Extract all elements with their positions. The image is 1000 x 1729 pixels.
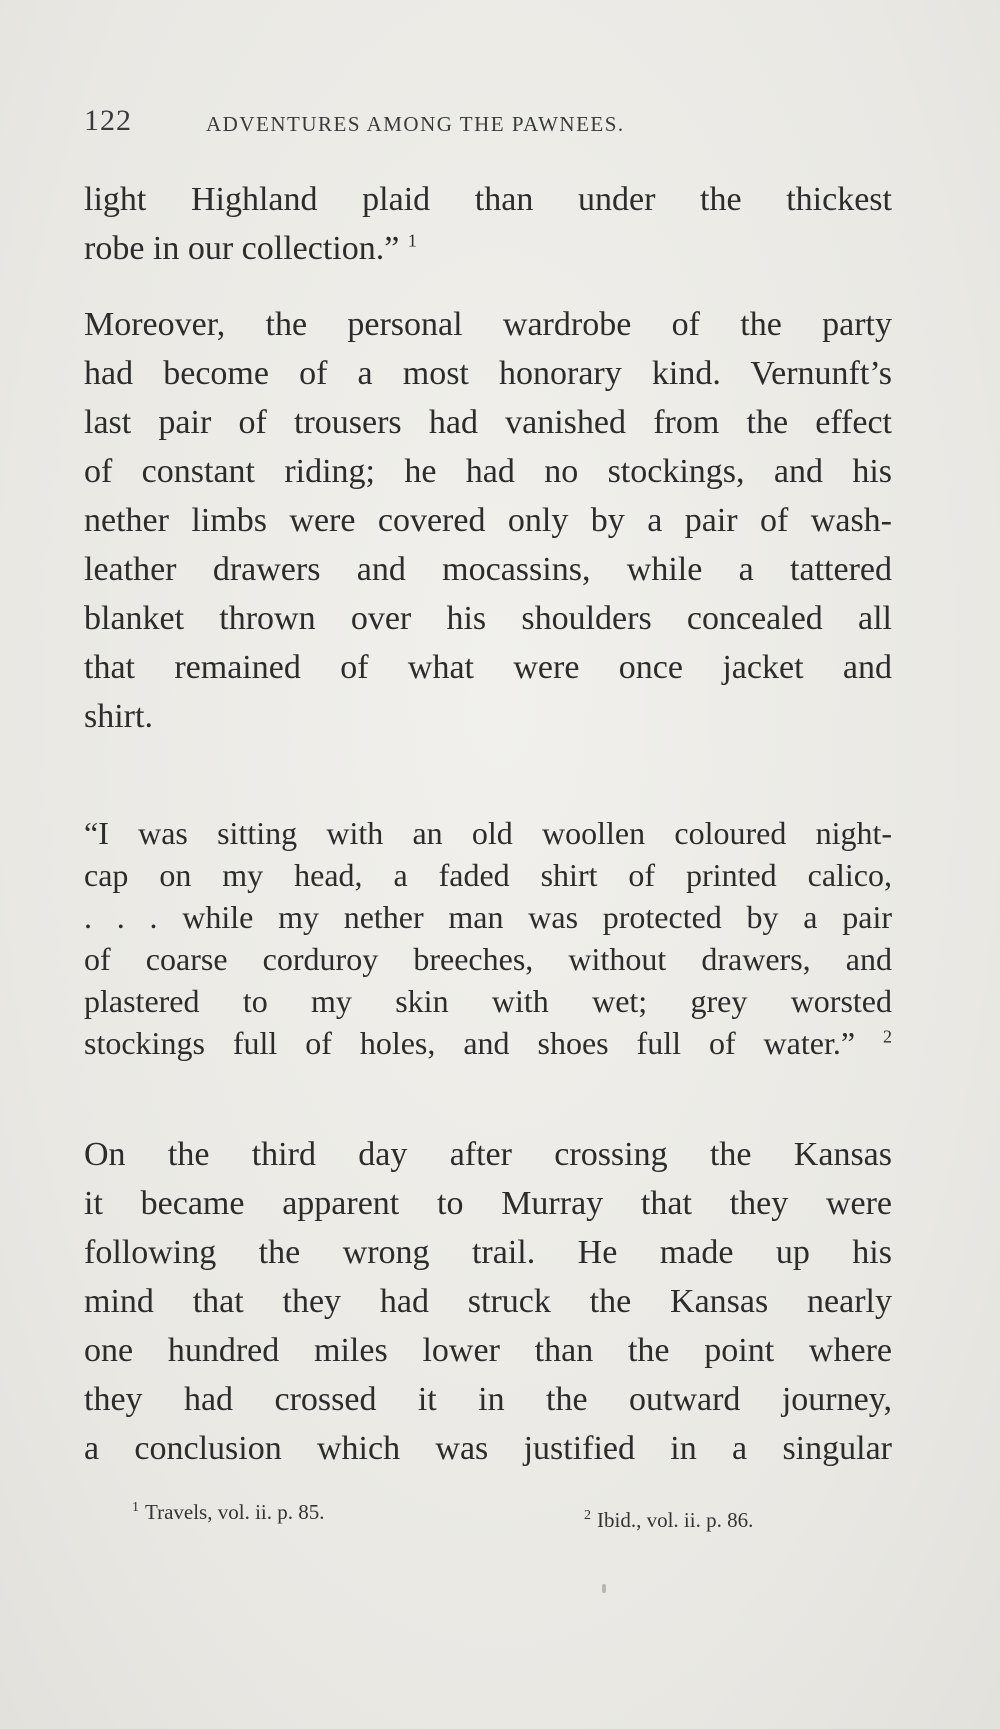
quote-line-last — [84, 1022, 892, 1064]
quote-line: . . . while my nether man was protected by a pair — [84, 899, 892, 935]
block-quotation — [84, 812, 892, 1064]
paragraph-line: Moreover, the personal wardrobe of the party — [84, 306, 892, 343]
paper-speck — [602, 1584, 606, 1593]
quote-line: plastered to my skin with wet; grey worsted — [84, 983, 892, 1019]
running-head — [84, 104, 874, 144]
paragraph-line-last — [84, 224, 892, 273]
paragraph-continued — [84, 175, 892, 273]
footnote-ref-2: 2 — [883, 1026, 893, 1047]
footnote-2 — [584, 1508, 753, 1533]
paragraph-line: a conclusion which was justified in a singular — [84, 1430, 892, 1467]
paragraph-line-last: shirt. — [84, 698, 153, 735]
quote-line: “I was sitting with an old woollen coloured night- — [84, 815, 892, 851]
footnote-text: Ibid., vol. ii. p. 86. — [597, 1508, 754, 1532]
footnote-mark: 2 — [584, 1508, 591, 1523]
paragraph-line: that remained of what were once jacket and — [84, 649, 892, 686]
paragraph-line: nether limbs were covered only by a pair of wash- — [84, 502, 892, 539]
footnote-ref-1: 1 — [407, 230, 417, 251]
paragraph-line: following the wrong trail. He made up his — [84, 1234, 892, 1271]
paragraph-line: last pair of trousers had vanished from the effect — [84, 404, 892, 441]
paragraph-line: they had crossed it in the outward journey, — [84, 1381, 892, 1418]
paragraph-line-text: robe in our collection.” — [84, 230, 400, 267]
paragraph-line: of constant riding; he had no stockings, and his — [84, 453, 892, 490]
paragraph-line: mind that they had struck the Kansas nearly — [84, 1283, 892, 1320]
paragraph-line: one hundred miles lower than the point where — [84, 1332, 892, 1369]
paragraph-kansas — [84, 1130, 892, 1473]
footnotes — [132, 1500, 872, 1540]
paragraph-line: leather drawers and mocassins, while a tattered — [84, 551, 892, 588]
footnote-text: Travels, vol. ii. p. 85. — [145, 1500, 325, 1524]
page-number: 122 — [84, 104, 132, 137]
paragraph-line: On the third day after crossing the Kansas — [84, 1136, 892, 1173]
paragraph-line: had become of a most honorary kind. Vernunft’s — [84, 355, 892, 392]
footnote-1 — [132, 1500, 324, 1525]
footnote-mark: 1 — [132, 1500, 139, 1515]
paragraph-line: blanket thrown over his shoulders concealed all — [84, 600, 892, 637]
paragraph-line: light Highland plaid than under the thickest — [84, 181, 892, 218]
quote-line: cap on my head, a faded shirt of printed calico, — [84, 857, 892, 893]
running-head-title: ADVENTURES AMONG THE PAWNEES. — [206, 112, 625, 136]
quote-line: of coarse corduroy breeches, without drawers, and — [84, 941, 892, 977]
quote-line-text: stockings full of holes, and shoes full of water.” — [84, 1025, 856, 1061]
paragraph-line: it became apparent to Murray that they were — [84, 1185, 892, 1222]
paragraph-wardrobe — [84, 300, 892, 741]
